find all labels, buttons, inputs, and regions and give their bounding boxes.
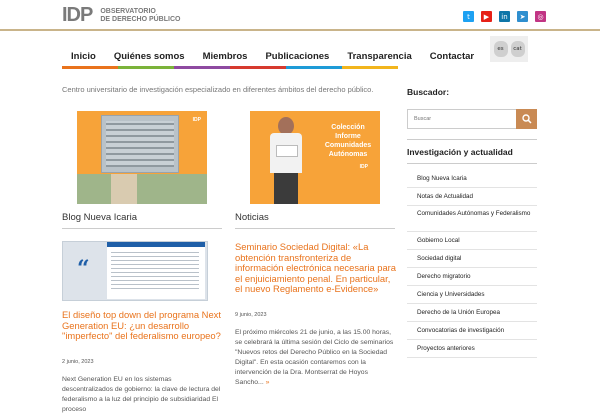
nav-item-label: Quiénes somos bbox=[113, 51, 185, 62]
path-shape bbox=[111, 174, 137, 204]
blog-post-image[interactable] bbox=[62, 241, 208, 301]
sidebar-divider bbox=[407, 139, 537, 140]
lang-es[interactable]: es bbox=[494, 41, 508, 57]
quote-icon: “ bbox=[77, 256, 90, 282]
sidebar-menu-item[interactable]: Sociedad digital bbox=[407, 250, 537, 268]
image-document-lines bbox=[111, 252, 199, 292]
nav-color-segment bbox=[62, 66, 118, 69]
sidebar-menu-item[interactable]: Ciencia y Universidades bbox=[407, 286, 537, 304]
research-menu-title: Investigación y actualidad bbox=[407, 147, 513, 157]
logo-line-2: DE DERECHO PÚBLICO bbox=[100, 15, 181, 23]
nav-item-transparencia[interactable] bbox=[338, 48, 420, 67]
sidebar-menu-item[interactable]: Proyectos anteriores bbox=[407, 340, 537, 358]
search-button[interactable] bbox=[516, 109, 537, 129]
sidebar-menu-item[interactable]: Derecho migratorio bbox=[407, 268, 537, 286]
sidebar-menu-item[interactable]: Convocatorias de investigación bbox=[407, 322, 537, 340]
youtube-icon[interactable]: ▶ bbox=[481, 11, 492, 22]
sidebar-menu-item[interactable]: Blog Nueva Icaria bbox=[407, 170, 537, 188]
news-section-title[interactable]: Noticias bbox=[235, 212, 395, 229]
nav-item-label: Contactar bbox=[429, 51, 475, 62]
nav-color-line bbox=[62, 66, 398, 69]
nav-item-contactar[interactable] bbox=[421, 48, 483, 67]
search-icon bbox=[522, 114, 532, 124]
nav-item-label: Transparencia bbox=[347, 51, 412, 62]
lang-cat[interactable]: cat bbox=[511, 41, 525, 57]
nav-item-label: Miembros bbox=[202, 51, 248, 62]
nav-item-qui-nes-somos[interactable] bbox=[105, 48, 194, 67]
logo-line-1: OBSERVATORIO bbox=[100, 7, 156, 15]
blog-post-excerpt: Next Generation EU en los sistemas descentralizados de gobierno: la clave de lectura del federalismo a la luz del principio de subsidiaridad El proceso bbox=[62, 376, 221, 413]
blog-post-title[interactable]: El diseño top down del programa Next Generation EU: ¿un desarrollo "imperfecto" del federalismo europeo? bbox=[62, 309, 221, 341]
nav-color-segment bbox=[286, 66, 342, 69]
social-links bbox=[463, 11, 546, 22]
language-switcher bbox=[490, 36, 528, 62]
lawn-shape bbox=[77, 174, 207, 204]
nav-item-publicaciones[interactable] bbox=[256, 48, 338, 67]
news-post-excerpt bbox=[235, 328, 395, 388]
nav-color-segment bbox=[230, 66, 286, 69]
blog-post-date: 2 junio, 2023 bbox=[62, 359, 94, 365]
nav-color-segment bbox=[174, 66, 230, 69]
reading-man-figure bbox=[264, 117, 308, 204]
news-excerpt-text: El próximo miércoles 21 de junio, a las 15.00 horas, se celebrará la última sesión del Ciclo de seminarios "Nuevos retos del Derecho Público en la Sociedad Digital". En esta ocasión contaremos con la intervención de la Dra. Montserrat de Hoyos Sancho... bbox=[235, 329, 394, 386]
research-menu bbox=[407, 170, 537, 358]
news-post-title[interactable]: Seminario Sociedad Digital: «La obtención transfronteriza de información electrónica necesaria para el enjuiciamiento penal. En particular, el nuevo Reglamento e-Evidence» bbox=[235, 241, 397, 294]
nav-item-label: Publicaciones bbox=[265, 51, 330, 62]
book-icon bbox=[276, 145, 298, 157]
nav-color-segment bbox=[118, 66, 174, 69]
nav-item-miembros[interactable] bbox=[194, 48, 257, 67]
tagline: Centro universitario de investigación especializado en diferentes ámbitos del derecho público. bbox=[62, 85, 374, 94]
read-more-link[interactable]: » bbox=[265, 379, 270, 386]
man-legs bbox=[274, 173, 298, 204]
linkedin-icon[interactable]: in bbox=[499, 11, 510, 22]
logo-text bbox=[100, 8, 180, 24]
sidebar-menu-item[interactable]: Derecho de la Unión Europea bbox=[407, 304, 537, 322]
nav-item-label: Inicio bbox=[71, 51, 96, 62]
sidebar-divider-2 bbox=[407, 163, 537, 164]
logo-mark: IDP bbox=[62, 4, 93, 26]
collection-title: Colección Informe Comunidades Autónomas bbox=[324, 124, 372, 158]
nav-item-inicio[interactable] bbox=[62, 48, 105, 67]
image-document-header bbox=[107, 242, 205, 247]
building-shape bbox=[101, 115, 179, 173]
sidebar-menu-item[interactable]: Comunidades Autónomas y Federalismo bbox=[407, 206, 537, 232]
idp-logo[interactable] bbox=[62, 4, 180, 27]
instagram-icon[interactable]: ◎ bbox=[535, 11, 546, 22]
telegram-icon[interactable]: ➤ bbox=[517, 11, 528, 22]
search-input[interactable] bbox=[407, 109, 516, 129]
twitter-icon[interactable]: t bbox=[463, 11, 474, 22]
blog-section-title[interactable]: Blog Nueva Icaria bbox=[62, 212, 222, 229]
main-nav bbox=[62, 48, 483, 67]
featured-image-building[interactable] bbox=[77, 111, 207, 204]
nav-color-segment bbox=[342, 66, 398, 69]
search-box bbox=[407, 109, 537, 129]
search-title: Buscador: bbox=[407, 87, 450, 97]
sidebar-menu-item[interactable]: Notas de Actualidad bbox=[407, 188, 537, 206]
sidebar-menu-item[interactable]: Gobierno Local bbox=[407, 232, 537, 250]
top-bar bbox=[0, 0, 600, 31]
featured-image-collection[interactable] bbox=[250, 111, 380, 204]
image-tag-2: IDP bbox=[359, 164, 368, 170]
image-tag: IDP bbox=[192, 117, 201, 123]
news-post-date: 9 junio, 2023 bbox=[235, 312, 267, 318]
